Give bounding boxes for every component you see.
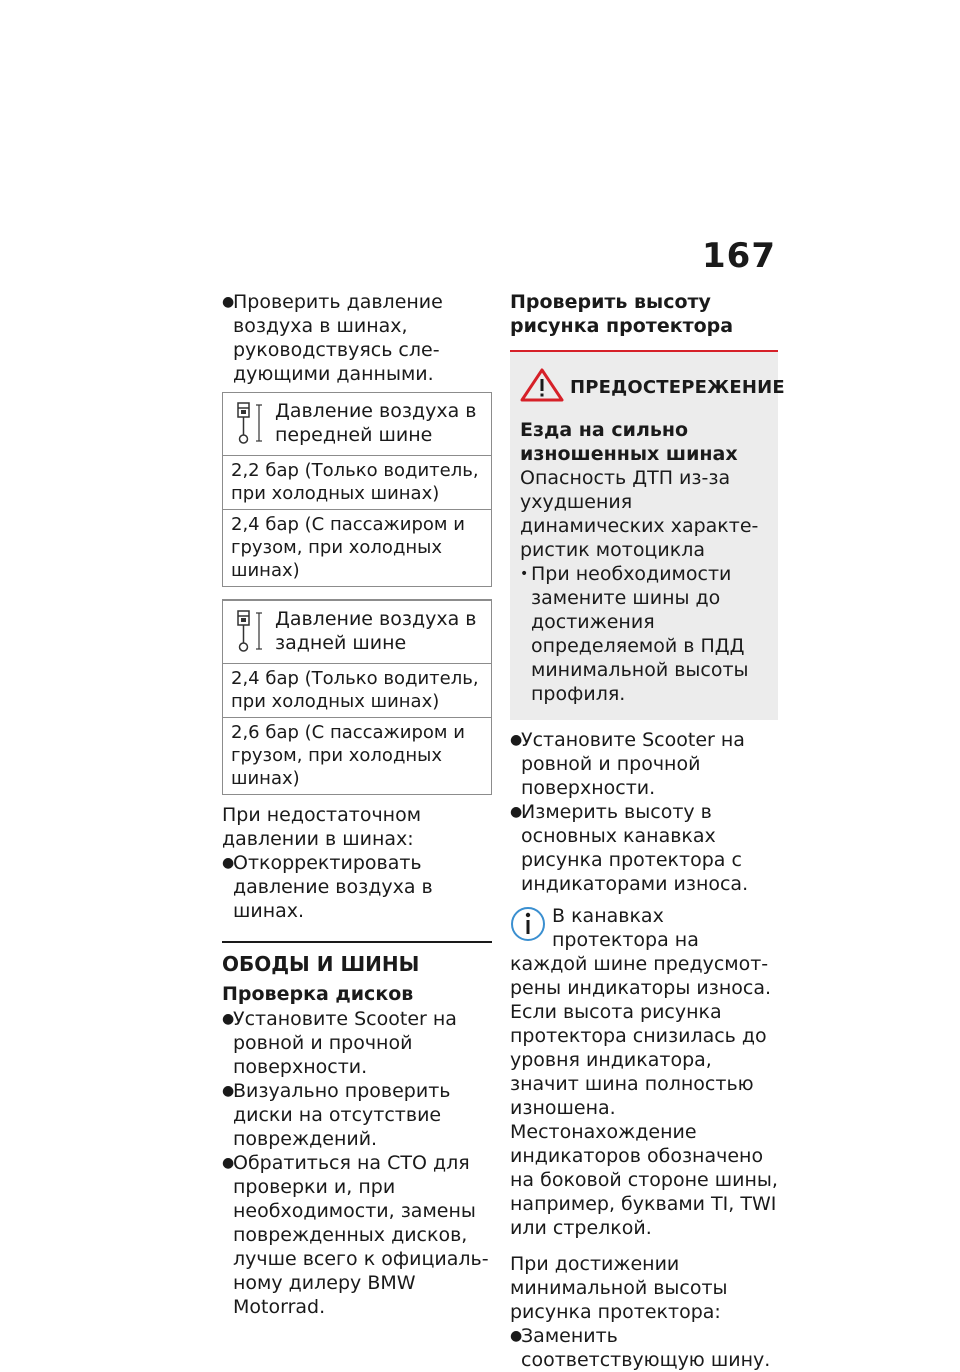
table-spacer bbox=[222, 587, 492, 600]
list-item: ● Установите Scooter на ровной и прочной поверхности. bbox=[222, 1008, 457, 1078]
page-number: 167 bbox=[702, 236, 776, 276]
warning-triangle-icon bbox=[520, 368, 564, 406]
list-item: • При необходимости замените шины до достижения определяемой в ПДД минимальной высоты профиля. bbox=[520, 563, 749, 705]
list-item: ● Измерить высоту в основных канавках рисунка протектора с индикаторами износа. bbox=[510, 801, 749, 895]
front-tire-header: Давление воздуха в передней шине bbox=[222, 393, 492, 456]
section-heading: Проверить высоту рисунка протектора bbox=[510, 291, 734, 337]
table-row: 2,4 бар (Только водитель, при холодных шинах) bbox=[222, 664, 492, 718]
list-item: ● Визуально проверить диски на отсутствие повреждений. bbox=[222, 1080, 451, 1150]
right-column bbox=[510, 290, 785, 1372]
table-row: 2,2 бар (Только водитель, при холодных шинах) bbox=[222, 456, 492, 510]
info-note bbox=[510, 904, 778, 1240]
warning-title: Езда на сильно изношенных шинах bbox=[520, 419, 738, 465]
low-pressure-text: При недостаточном давлении в шинах: bbox=[222, 804, 422, 850]
list-item: ● Откорректировать давление воздуха в шинах. bbox=[222, 852, 433, 922]
bullet-icon: ● bbox=[510, 1328, 523, 1344]
warning-text: Опасность ДТП из-за ухудшения динамических характеристик мотоцикла bbox=[520, 467, 759, 561]
bullet-icon: • bbox=[520, 566, 529, 582]
tire-pressure-gauge-icon bbox=[231, 607, 275, 655]
table-row: 2,6 бар (С пассажиром и грузом, при холодных шинах) bbox=[222, 718, 492, 795]
min-tread-text: При достижении минимальной высоты рисунка протектора: bbox=[510, 1253, 728, 1323]
sub-title: Проверка дисков bbox=[222, 983, 414, 1005]
info-text: В канавках протектора на каждой шине предусмотрены индикаторы износа. Если высота рисунка протектора снизилась до уровня индикатора, значит шина полностью изношена. Местонахождение индикаторов обозначено на боковой стороне шины, например, буквами TI, TWI или стрелкой. bbox=[510, 905, 778, 1239]
list-item: ● Проверить давление воздуха в шинах, руководствуясь следующими данными. bbox=[222, 291, 443, 385]
rear-tire-header: Давление воздуха в задней шине bbox=[222, 600, 492, 664]
bullet-icon: ● bbox=[510, 804, 523, 820]
bullet-icon: ● bbox=[222, 1011, 235, 1027]
section-title: ОБОДЫ И ШИНЫ bbox=[222, 941, 492, 977]
tire-pressure-table bbox=[222, 392, 492, 795]
list-item: ● Обратиться на СТО для проверки и, при необходимости, замены поврежденных дисков, лучше всего к официальному дилеру BMW Motorrad. bbox=[222, 1152, 489, 1318]
bullet-icon: ● bbox=[222, 1083, 235, 1099]
left-column bbox=[222, 290, 492, 1319]
bullet-icon: ● bbox=[510, 732, 523, 748]
table-row: 2,4 бар (С пассажиром и грузом, при холодных шинах) bbox=[222, 510, 492, 587]
bullet-icon: ● bbox=[222, 294, 235, 310]
warning-box bbox=[510, 350, 785, 720]
bullet-icon: ● bbox=[222, 1155, 235, 1171]
warning-header bbox=[520, 368, 785, 406]
info-icon bbox=[510, 904, 552, 950]
warning-label: ПРЕДОСТЕРЕЖЕНИЕ bbox=[570, 376, 785, 398]
list-item: ● Заменить соответствующую шину. bbox=[510, 1325, 771, 1371]
list-item: ● Установите Scooter на ровной и прочной поверхности. bbox=[510, 729, 745, 799]
bullet-icon: ● bbox=[222, 855, 235, 871]
tire-pressure-gauge-icon bbox=[231, 399, 275, 447]
